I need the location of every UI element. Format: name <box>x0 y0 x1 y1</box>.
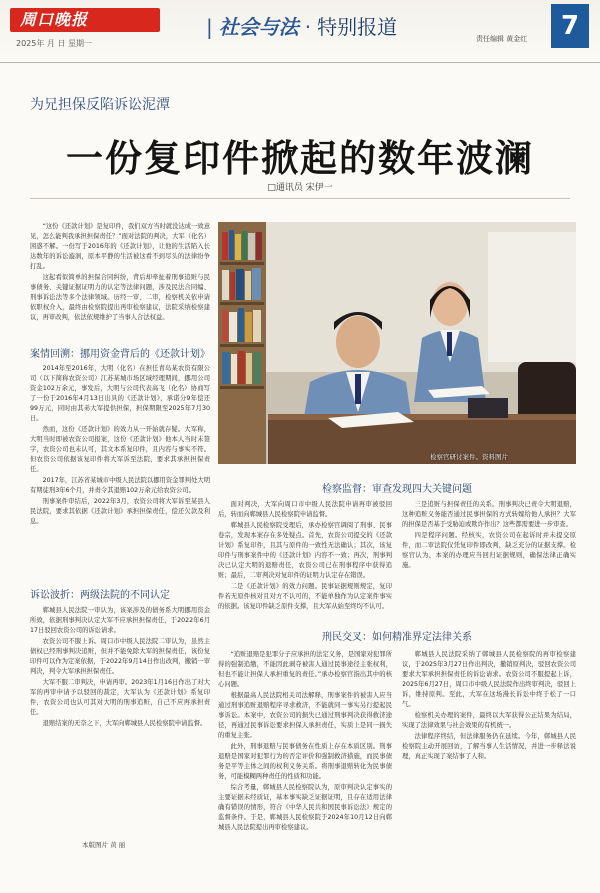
section-dot: · <box>304 15 312 39</box>
photo-illustration <box>218 222 576 464</box>
body-paragraph: 大军不服二审判决，申请再审。2023年1月16日作出了对大军的再审申请予以驳回的裁定，大军认为《还款计划》系复印件，农资公司也认可其对大明的刑事追赃，自己不应再承担责任。 <box>30 679 210 716</box>
intro-column <box>30 222 210 338</box>
litigation-column <box>30 606 210 832</box>
article-photo <box>218 222 576 464</box>
body-paragraph: 2017年，江苏省某城市中级人民法院以挪用资金罪判处大明有期徒刑3年6个月，并责令其退赔102万余元给农资公司。 <box>30 477 210 494</box>
section-heading-case-review: 案情回溯：挪用资金背后的《还款计划》 <box>30 349 210 360</box>
body-paragraph: 然而，这份《还款计划》的效力从一开始就存疑。大军称，大明当时即被农资公司报案，这份《还款计划》他本人当时未签字，农资公司也未认可，其文本系复印件，且内容与事实不符。但农资公司依据该复印件将大军诉至法院，要求其承担担保责任。 <box>30 426 210 473</box>
newspaper-logo: 周口晚报 <box>10 8 160 32</box>
body-paragraph: 面对判决，大军向周口市中级人民法院申请再审被驳回后，转而向郸城县人民检察院申请监督。 <box>218 501 392 518</box>
body-paragraph: 2014年至2016年，大明（化名）在担任青岛某农资有限公司（以下简称农资公司）江苏某城市场区域经理期间，挪用公司资金102万余元，事发后，大明与公司代表高飞（化名）协商写了一份于2016年4月13日出具的《还款计划》，承诺分9年偿还99万元，同时由其弟大军提供担保，担保期限至2025年7月30日。 <box>30 365 210 422</box>
body-paragraph: “追赃退赔是犯罪分子应承担的法定义务，是国家对犯罪所得的强制追缴，不能因此剥夺被害人通过民事途径主张权利，但也不能让担保人承担重复的责任。”承办检察官指出其中的核心问题。 <box>218 651 392 688</box>
body-paragraph: 法律程序终结，但法律服务仍在延续。今年，郸城县人民检察院主动开展回访，了解当事人生活情况，并进一步释法说理，真正实现了案结事了人和。 <box>402 733 576 760</box>
photo-caption: 检察官研讨案件。资料图片 <box>430 453 508 461</box>
body-paragraph: 综合考量，郸城县人民检察院认为，原审判决认定事实的主要证据未经质证，基本事实缺乏证据证明，且存在适用法律确有错误的情形，符合《中华人民共和国民事诉讼法》规定的监督条件。于是，郸城县人民检察院于2024年10月12日向郸城县人民法院提出再审检察建议。 <box>218 784 392 831</box>
section-name: 社会与法 <box>218 15 299 39</box>
body-paragraph: 郸城县人民法院采纳了郸城县人民检察院的再审检察建议，于2025年3月27日作出判决，撤销原判决，驳回农资公司要求大军承担担保责任的诉讼请求。农资公司不服提起上诉，2025年6月27日，周口市中级人民法院作出终审判决，驳回上诉，维持原判。至此，大军在这场漫长诉讼中终于松了一口气。 <box>402 651 576 708</box>
case-review-column <box>30 364 210 580</box>
criminal-civil-column-left <box>218 650 392 882</box>
headline-divider <box>30 198 570 199</box>
intro-paragraph: 这起看似简单的担保合同纠纷，背后却牵扯着刑事追赃与民事债务、关键证据证明力的认定等法律问题，涉及民法合同编、刑事诉讼法等多个法律领域。历经一审、二审，检察机关依申请依职权介入，最终由检察院提出再审检察建议，法院采纳检察建议，再审改判，依法依规维护了当事人合法权益。 <box>30 274 210 321</box>
issue-date: 2025年 月 日 星期一 <box>16 39 92 48</box>
article-byline: □通讯员 宋伊一 <box>267 183 333 193</box>
section-subtitle: 特别报道 <box>317 15 398 39</box>
body-paragraph: 郸城县人民检察院受理后，承办检察官调阅了刑事、民事卷宗，发现本案存在多处疑点。首先，农资公司提交的《还款计划》系复印件，且其与原件的一致性无法确认；其次，该复印件与刑事案件中的《还款计划》内容不一致；再次，刑事判决已认定大明的退赔责任，农资公司已在刑事程序中获得追赃；最后，二审判决对复印件的证明力认定存在错误。 <box>218 522 392 579</box>
editor-credit: 责任编辑 黄金红 <box>476 35 528 43</box>
section-divider: | <box>206 15 213 39</box>
section-heading-procuratorate: 检察监督：审查发现四大关键问题 <box>322 484 472 495</box>
section-heading-litigation: 诉讼波折：两级法院的不同认定 <box>30 590 170 601</box>
section-heading-criminal-civil: 刑民交叉：如何精准界定法律关系 <box>322 632 472 643</box>
procuratorate-column-right <box>402 500 576 612</box>
criminal-civil-column-right <box>402 650 576 882</box>
photo-credit: 本版图片 黄 丽 <box>82 841 126 849</box>
body-paragraph: 检察机关办理的案件，最终以大军获得公正结果为结局，实现了法律效果与社会效果的有机统一。 <box>402 712 576 729</box>
body-paragraph: 此外，刑事退赔与民事债务在性质上存在本质区别。刑事退赔是国家对犯罪行为的否定评价和强制救济措施，而民事债务是平等主体之间的权利义务关系。将刑事退赔转化为民事债务，可能模糊两种责任的性质和功能。 <box>218 743 392 780</box>
article-kicker: 为兄担保反陷诉讼泥潭 <box>30 97 170 113</box>
page-number: 7 <box>551 4 589 48</box>
body-paragraph: 三是追赃与担保责任的关系。刑事判决已责令大明退赔，这种追赃义务能否通过民事担保的方式转嫁给他人承担？大军的担保是否基于受胁迫或欺诈作出？这些都需要进一步审查。 <box>402 501 576 528</box>
body-paragraph: 农资公司不服上诉。周口市中级人民法院二审认为，虽然主债权已经刑事判决追赃，但并不能免除大军的担保责任，该份复印件可以作为定案依据，于2022年9月14日作出改判，撤销一审判决，判令大军承担担保责任。 <box>30 638 210 675</box>
body-paragraph: 四是程序问题。经核实，农资公司在起诉时并未提交原件，而二审法院仅凭复印件即改判，缺乏充分的证据支撑。检察官认为，本案的办理应当回归证据规则，确保法律正确实施。 <box>402 532 576 569</box>
procuratorate-column-left <box>218 500 392 612</box>
section-title <box>200 10 397 44</box>
body-paragraph: 根据最高人民法院相关司法解释，刑事案件的被害人应当通过刑事追赃退赔程序寻求救济，不能就同一事实另行提起民事诉讼。本案中，农资公司的损失已通过刑事判决获得救济途径，再通过民事诉讼要求担保人承担责任，实质上是同一损失的重复主张。 <box>218 692 392 739</box>
article-headline: 一份复印件掀起的数年波澜 <box>66 137 534 180</box>
body-paragraph: 退赔结案的无奈之下，大军向郸城县人民检察院申请监督。 <box>42 720 207 727</box>
intro-paragraph: “这份《还款计划》是复印件，我们双方当时就没达成一致意见，怎么能判我承担担保责任？”面对法院的判决，大军（化名）困惑不解。一份写于2016年的《还款计划》，让他的生活陷入长达数年的诉讼漩涡，原本平静的生活被这看不到尽头的法律纷争打乱。 <box>30 223 210 270</box>
body-paragraph: 刑事案件审结后，2022年3月，农资公司将大军诉至某县人民法院，要求其依据《还款计划》承担担保责任，偿还欠款及利息。 <box>30 498 210 525</box>
body-paragraph: 郸城县人民法院一审认为，该案涉及的债务系大明挪用资金所致，依据刑事判决认定大军不应承担担保责任，于2022年6月17日驳回农资公司的诉讼请求。 <box>30 607 210 634</box>
body-paragraph: 二是《还款计划》的效力问题。民事证据规则规定，复印件若无原件核对且对方不认可的，不能单独作为认定案件事实的依据。该复印件缺乏原件支撑，且大军从始至终均不认可。 <box>218 583 392 610</box>
